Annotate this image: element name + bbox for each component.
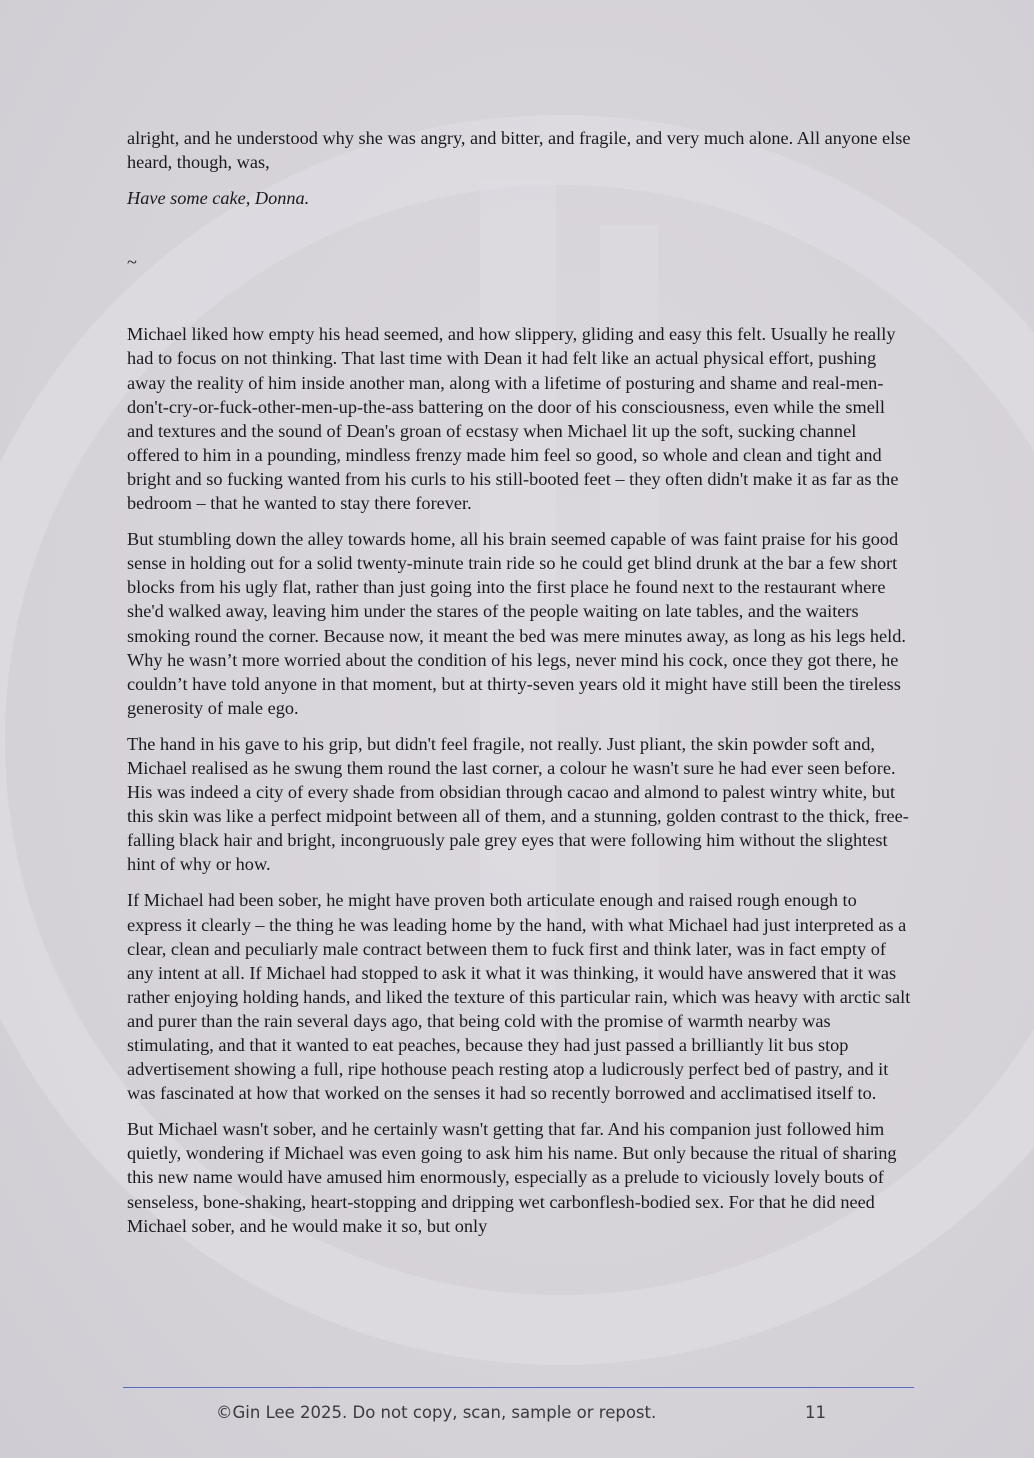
- page-number: 11: [805, 1403, 826, 1422]
- paragraph: alright, and he understood why she was angry, and bitter, and fragile, and very much alone. All anyone else heard, though, was,: [127, 128, 911, 173]
- italic-line: Have some cake, Donna.: [127, 188, 310, 209]
- paragraph: Michael liked how empty his head seemed, and how slippery, gliding and easy this felt. Usually he really had to focus on not thinking. That last time with Dean it had felt like an actual physical effort, pushing away the reality of him inside another man, along with a lifetime of posturing and shame and real-men-don't-cry-or-fuck-other-men-up-the-ass battering on the door of his consciousness, even while the smell and textures and the sound of Dean's groan of ecstasy when Michael lit up the soft, sucking channel offered to him in a pounding, mindless frenzy made him feel so good, so whole and clean and tight and bright and so fucking wanted from his curls to his still-booted feet – they often didn't make it as far as the bedroom – that he wanted to stay there forever.: [127, 324, 899, 514]
- paragraph: But stumbling down the alley towards home, all his brain seemed capable of was faint praise for his good sense in holding out for a solid twenty-minute train ride so he could get blind drunk at the bar a few short blocks from his ugly flat, rather than just going into the first place he found next to the restaurant where she'd walked away, leaving him under the stares of the people waiting on late tables, and the waiters smoking round the corner. Because now, it meant the bed was mere minutes away, as long as his legs held. Why he wasn’t more worried about the condition of his legs, never mind his cock, once they got there, he couldn’t have told anyone in that moment, but at thirty-seven years old it might have still been the tireless generosity of male ego.: [127, 529, 906, 718]
- footer-copyright: ©Gin Lee 2025. Do not copy, scan, sample or repost.: [216, 1403, 657, 1422]
- body-text: [127, 126, 913, 1250]
- paragraph: The hand in his gave to his grip, but didn't feel fragile, not really. Just pliant, the skin powder soft and, Michael realised as he swung them round the last corner, a colour he wasn't sure he had ever seen before. His was indeed a city of every shade from obsidian through cacao and almond to palest wintry white, but this skin was like a perfect midpoint between all of them, and a stunning, golden contrast to the thick, free-falling black hair and bright, incongruously pale grey eyes that were following him without the slightest hint of why or how.: [127, 733, 909, 875]
- paragraph: But Michael wasn't sober, and he certainly wasn't getting that far. And his companion just followed him quietly, wondering if Michael was even going to ask him his name. But only because the ritual of sharing this new name would have amused him enormously, especially as a prelude to viciously lovely bouts of senseless, bone-shaking, heart-stopping and dripping wet carbonflesh-bodied sex. For that he did need Michael sober, and he would make it so, but only: [127, 1119, 897, 1236]
- paragraph: If Michael had been sober, he might have proven both articulate enough and raised rough enough to express it clearly – the thing he was leading home by the hand, with what Michael had just interpreted as a clear, clean and peculiarly male contract between them to fuck first and think later, was in fact empty of any intent at all. If Michael had stopped to ask it what it was thinking, it would have answered that it was rather enjoying holding hands, and liked the texture of this particular rain, which was heavy with arctic salt and purer than the rain several days ago, that being cold with the promise of warmth nearby was stimulating, and that it wanted to eat peaches, because they had just passed a brilliantly lit bus stop advertisement showing a full, ripe hothouse peach resting atop a ludicrously perfect bed of pastry, and it was fascinated at how that worked on the senses it had so recently borrowed and acclimatised itself to.: [127, 890, 911, 1104]
- section-separator: ~: [127, 252, 137, 273]
- footer-divider: [123, 1387, 914, 1388]
